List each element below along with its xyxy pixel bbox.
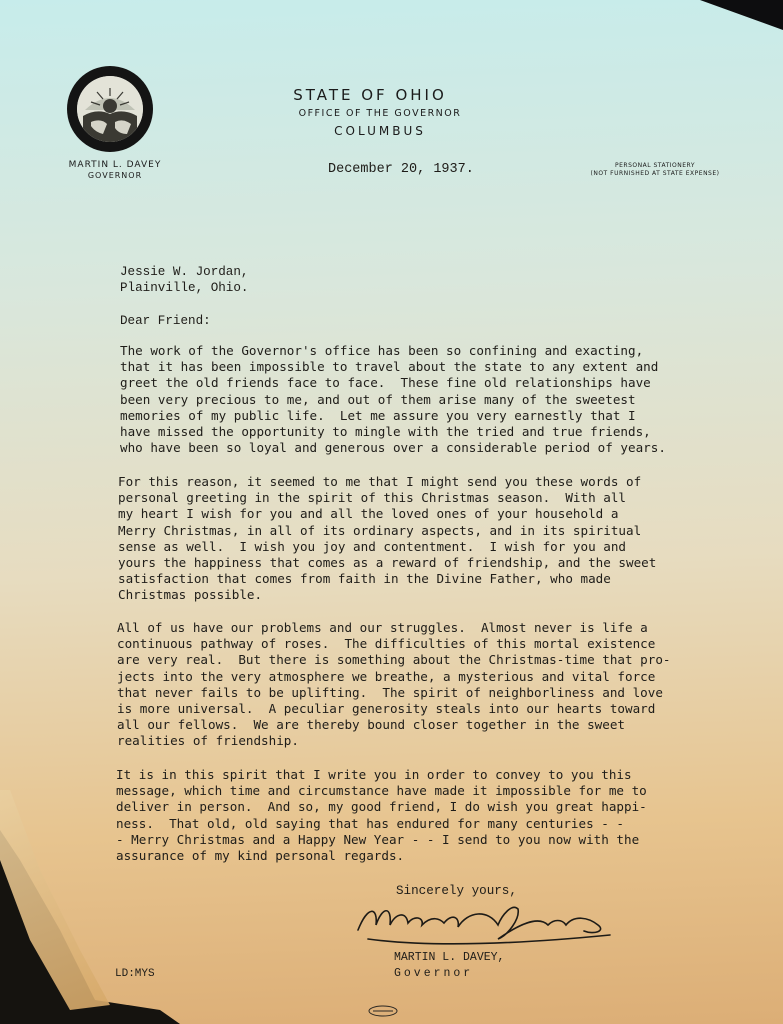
salutation: Dear Friend:	[120, 314, 211, 328]
letterhead-governor-name: MARTIN L. DAVEY	[68, 160, 162, 170]
recipient-address	[120, 264, 248, 296]
recipient-city: Plainville, Ohio.	[120, 281, 249, 296]
letterhead-governor-title: GOVERNOR	[87, 171, 143, 180]
recipient-name: Jessie W. Jordan,	[120, 265, 249, 279]
signer-title: Governor	[394, 967, 474, 980]
signer-name: MARTIN L. DAVEY,	[394, 951, 505, 964]
letterhead-city: COLUMBUS	[334, 124, 426, 138]
union-label-icon	[368, 1005, 398, 1017]
letterhead-state: STATE OF OHIO	[293, 86, 447, 104]
typist-initials: LD:MYS	[115, 968, 155, 980]
body-paragraph-1: The work of the Governor's office has been so confining and exacting, that it has been impossible to travel about the state to any extent and greet the old friends face to face. These fine old relationships have been very precious to me, and out of them arise many of the sweetest memories of my public life. Let me assure you very earnestly that I have missed the opportunity to mingle with the tried and true friends, who have been so loyal and generous over a considerable period of years.	[120, 343, 666, 456]
closing: Sincerely yours,	[396, 884, 517, 898]
stationery-disclaimer: (NOT FURNISHED AT STATE EXPENSE)	[590, 170, 720, 177]
body-paragraph-3: All of us have our problems and our struggles. Almost never is life a continuous pathway of roses. The difficulties of this mortal existence are very real. But there is something about the Christmas-time that pro- jects into the very atmosphere we breathe, a mysterious and vital force that never fails to be uplifting. The spirit of neighborliness and love is more universal. A peculiar generosity steals into our hearts toward all our fellows. We are thereby bound closer together in the sweet realities of friendship.	[117, 620, 671, 749]
handwritten-signature	[348, 895, 618, 955]
letter-date: December 20, 1937.	[328, 162, 474, 177]
body-paragraph-2: For this reason, it seemed to me that I might send you these words of personal greeting in the spirit of this Christmas season. With all my heart I wish for you and all the loved ones of your household a Merry Christmas, in all of its ordinary aspects, and in its spiritual sense as well. I wish you joy and contentment. I wish for you and yours the happiness that comes as a reward of friendship, and the sweet satisfaction that comes from faith in the Divine Father, who made Christmas possible.	[118, 474, 657, 603]
letterhead-office: OFFICE OF THE GOVERNOR	[298, 108, 462, 119]
ohio-state-seal-icon	[67, 66, 153, 152]
stationery-note: PERSONAL STATIONERY	[615, 162, 695, 169]
body-paragraph-4: It is in this spirit that I write you in order to convey to you this message, which time and circumstance have made it impossible for me to deliver in person. And so, my good friend, I do wish you great happi- ness. That old, old saying that has endured for many centuries - - - Merry Christmas and a Happy New Year - - I send to you now with the assurance of my kind personal regards.	[116, 767, 647, 864]
